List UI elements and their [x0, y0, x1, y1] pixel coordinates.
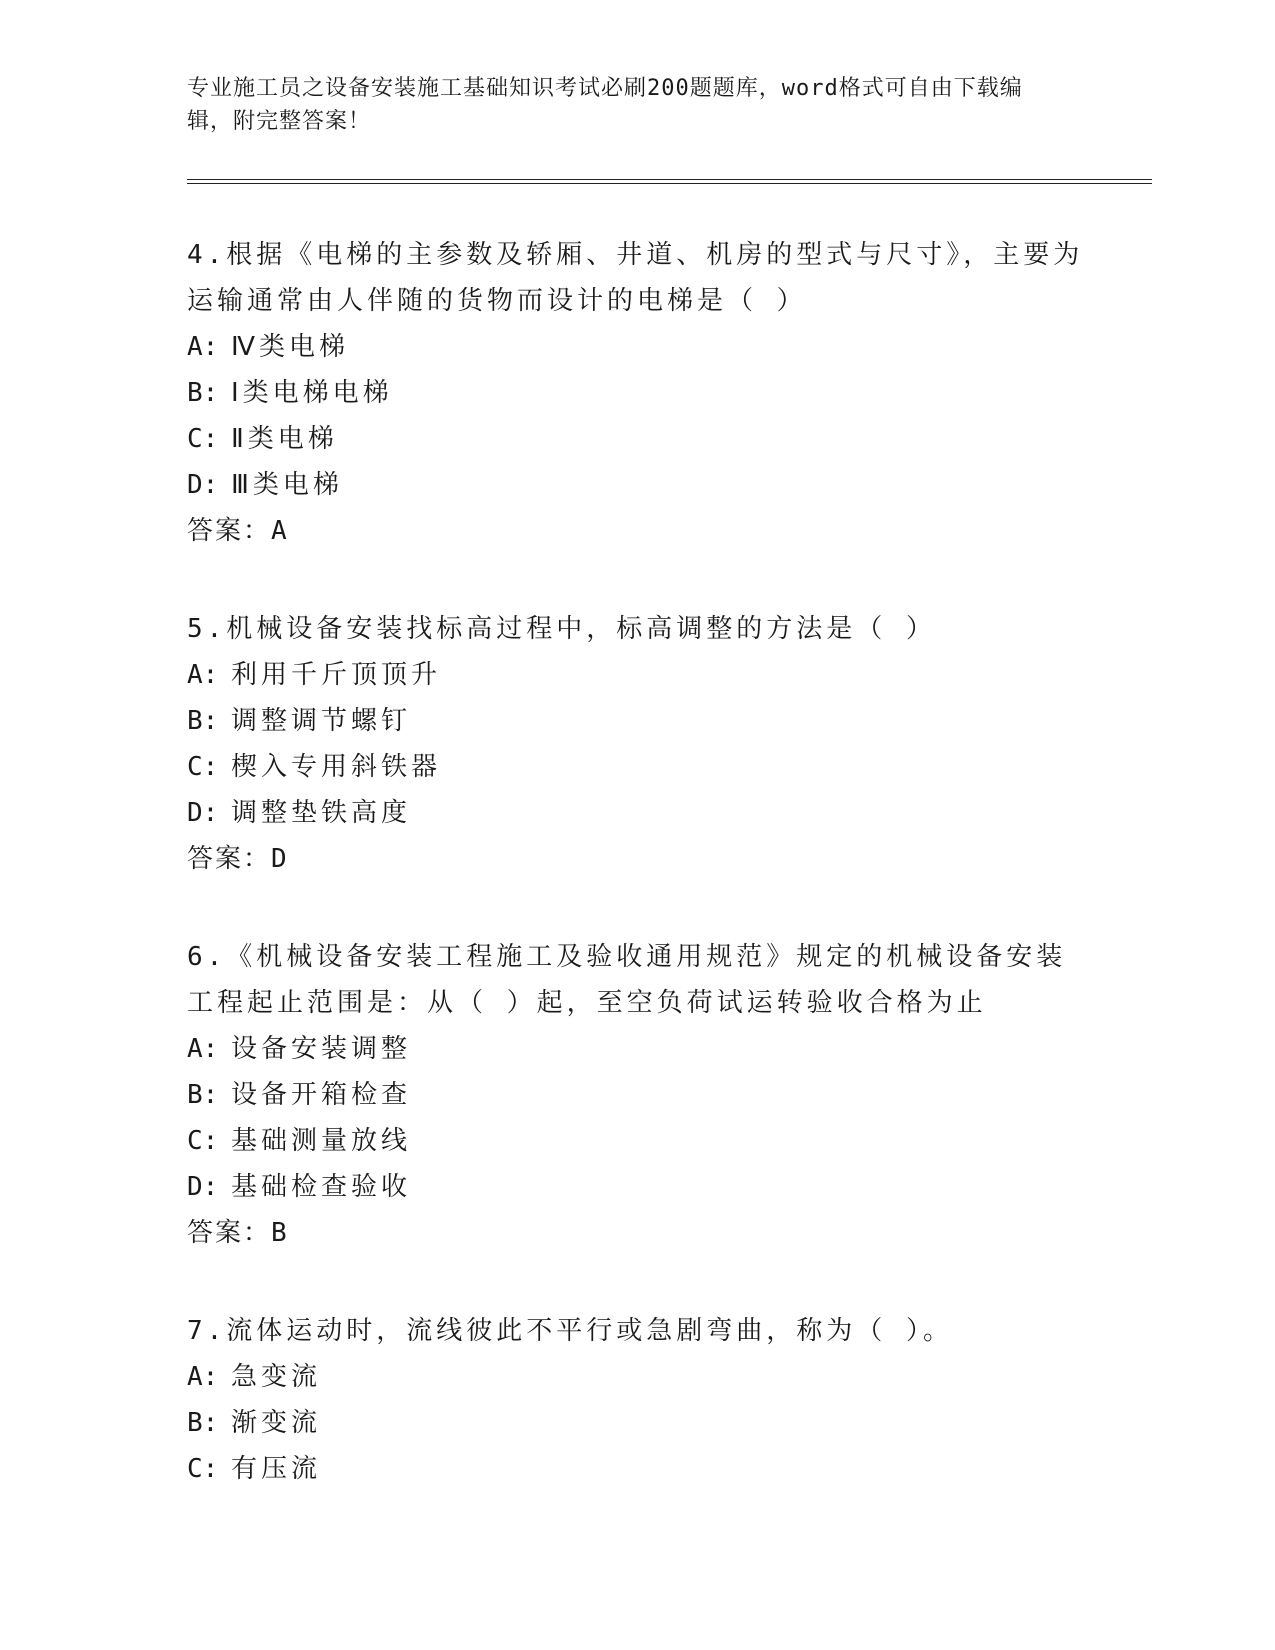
question-text: 7.流体运动时，流线彼此不平行或急剧弯曲，称为（ ）。 — [187, 1316, 953, 1346]
answer-line: 答案：D — [187, 844, 289, 874]
header-divider-bottom — [187, 183, 1152, 184]
option-text: 设备开箱检查 — [231, 1080, 412, 1110]
header-divider-top — [187, 179, 1152, 180]
option-text: 基础检查验收 — [231, 1172, 412, 1202]
option-label: A: — [187, 1362, 219, 1392]
option-c — [187, 1446, 1087, 1492]
option-label: B: — [187, 1408, 219, 1438]
question-4 — [187, 232, 1087, 554]
option-text: 调整调节螺钉 — [231, 706, 412, 736]
option-label: B: — [187, 378, 219, 408]
option-text: Ⅲ类电梯 — [231, 470, 343, 500]
option-text: 渐变流 — [231, 1408, 322, 1438]
option-text: Ⅰ类电梯电梯 — [231, 378, 393, 408]
option-d — [187, 1164, 1087, 1210]
option-text: 楔入专用斜铁器 — [231, 752, 442, 782]
option-label: D: — [187, 470, 219, 500]
option-text: 调整垫铁高度 — [231, 798, 412, 828]
option-label: A: — [187, 332, 219, 362]
option-label: B: — [187, 1080, 219, 1110]
option-b — [187, 1072, 1087, 1118]
answer-line: 答案：A — [187, 516, 289, 546]
option-label: B: — [187, 706, 219, 736]
option-a — [187, 1026, 1087, 1072]
option-a — [187, 324, 1087, 370]
option-label: A: — [187, 660, 219, 690]
option-c — [187, 1118, 1087, 1164]
option-label: D: — [187, 1172, 219, 1202]
option-c — [187, 744, 1087, 790]
question-text: 6.《机械设备安装工程施工及验收通用规范》规定的机械设备安装工程起止范围是：从（ ）起，至空负荷试运转验收合格为止 — [187, 942, 1067, 1018]
option-a — [187, 652, 1087, 698]
option-d — [187, 462, 1087, 508]
question-list — [187, 232, 1087, 1544]
option-label: A: — [187, 1034, 219, 1064]
question-text: 5.机械设备安装找标高过程中，标高调整的方法是（ ） — [187, 614, 936, 644]
question-7 — [187, 1308, 1087, 1492]
option-text: Ⅱ类电梯 — [231, 424, 338, 454]
question-5 — [187, 606, 1087, 882]
option-text: 基础测量放线 — [231, 1126, 412, 1156]
option-text: 有压流 — [231, 1454, 322, 1484]
option-label: C: — [187, 1126, 219, 1156]
option-b — [187, 1400, 1087, 1446]
option-d — [187, 790, 1087, 836]
question-text: 4.根据《电梯的主参数及轿厢、井道、机房的型式与尺寸》，主要为运输通常由人伴随的货物而设计的电梯是（ ） — [187, 240, 1084, 316]
option-c — [187, 416, 1087, 462]
answer-line: 答案：B — [187, 1218, 289, 1248]
option-label: C: — [187, 424, 219, 454]
option-label: C: — [187, 1454, 219, 1484]
option-text: 利用千斤顶顶升 — [231, 660, 442, 690]
option-b — [187, 370, 1087, 416]
option-b — [187, 698, 1087, 744]
option-a — [187, 1354, 1087, 1400]
option-label: C: — [187, 752, 219, 782]
option-text: Ⅳ类电梯 — [231, 332, 349, 362]
question-6 — [187, 934, 1087, 1256]
option-text: 急变流 — [231, 1362, 322, 1392]
option-text: 设备安装调整 — [231, 1034, 412, 1064]
document-header-title: 专业施工员之设备安装施工基础知识考试必刷200题题库，word格式可自由下载编辑，附完整答案！ — [187, 76, 1023, 134]
option-label: D: — [187, 798, 219, 828]
